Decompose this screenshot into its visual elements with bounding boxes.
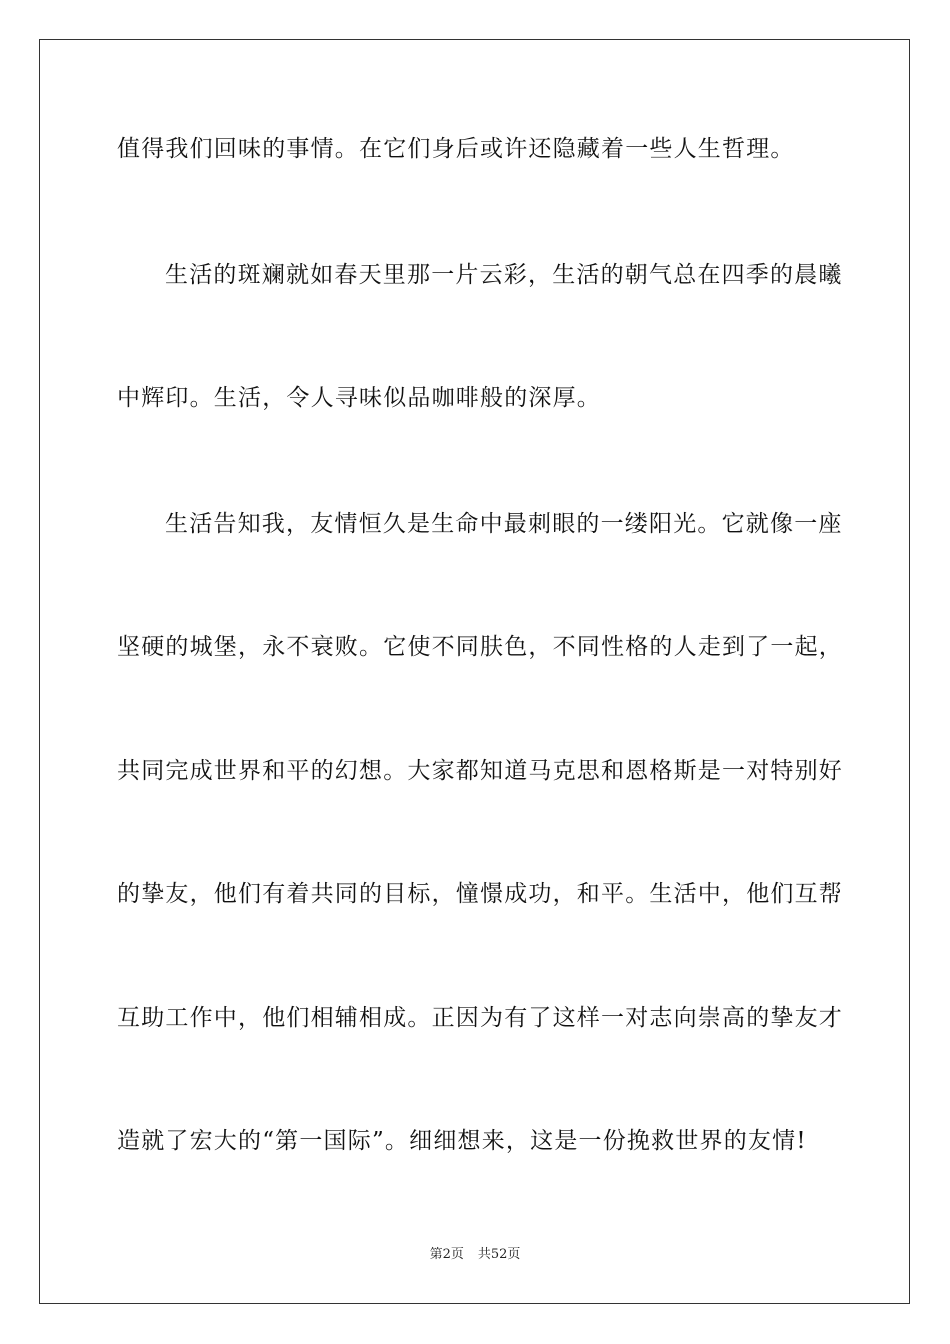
paragraph-line-4: 生活告知我，友情恒久是生命中最刺眼的一缕阳光。它就像一座 bbox=[165, 511, 843, 537]
total-pages: 共52页 bbox=[477, 1247, 521, 1262]
page-border bbox=[39, 39, 910, 1304]
paragraph-line-3: 中辉印。生活，令人寻味似品咖啡般的深厚。 bbox=[117, 385, 601, 411]
paragraph-line-1: 值得我们回味的事情。在它们身后或许还隐藏着一些人生哲理。 bbox=[117, 136, 795, 162]
page-number: 第2页 bbox=[429, 1247, 464, 1262]
paragraph-line-7: 的挚友，他们有着共同的目标，憧憬成功，和平。生活中，他们互帮 bbox=[117, 881, 843, 907]
paragraph-line-9: 造就了宏大的“第一国际”。细细想来，这是一份挽救世界的友情! bbox=[117, 1128, 807, 1154]
paragraph-line-6: 共同完成世界和平的幻想。大家都知道马克思和恩格斯是一对特别好 bbox=[117, 758, 843, 784]
paragraph-line-2: 生活的斑斓就如春天里那一片云彩，生活的朝气总在四季的晨曦 bbox=[165, 262, 843, 288]
paragraph-line-8: 互助工作中，他们相辅相成。正因为有了这样一对志向崇高的挚友才 bbox=[117, 1005, 843, 1031]
paragraph-line-5: 坚硬的城堡，永不衰败。它使不同肤色，不同性格的人走到了一起， bbox=[117, 634, 843, 660]
page-footer bbox=[0, 1246, 950, 1264]
